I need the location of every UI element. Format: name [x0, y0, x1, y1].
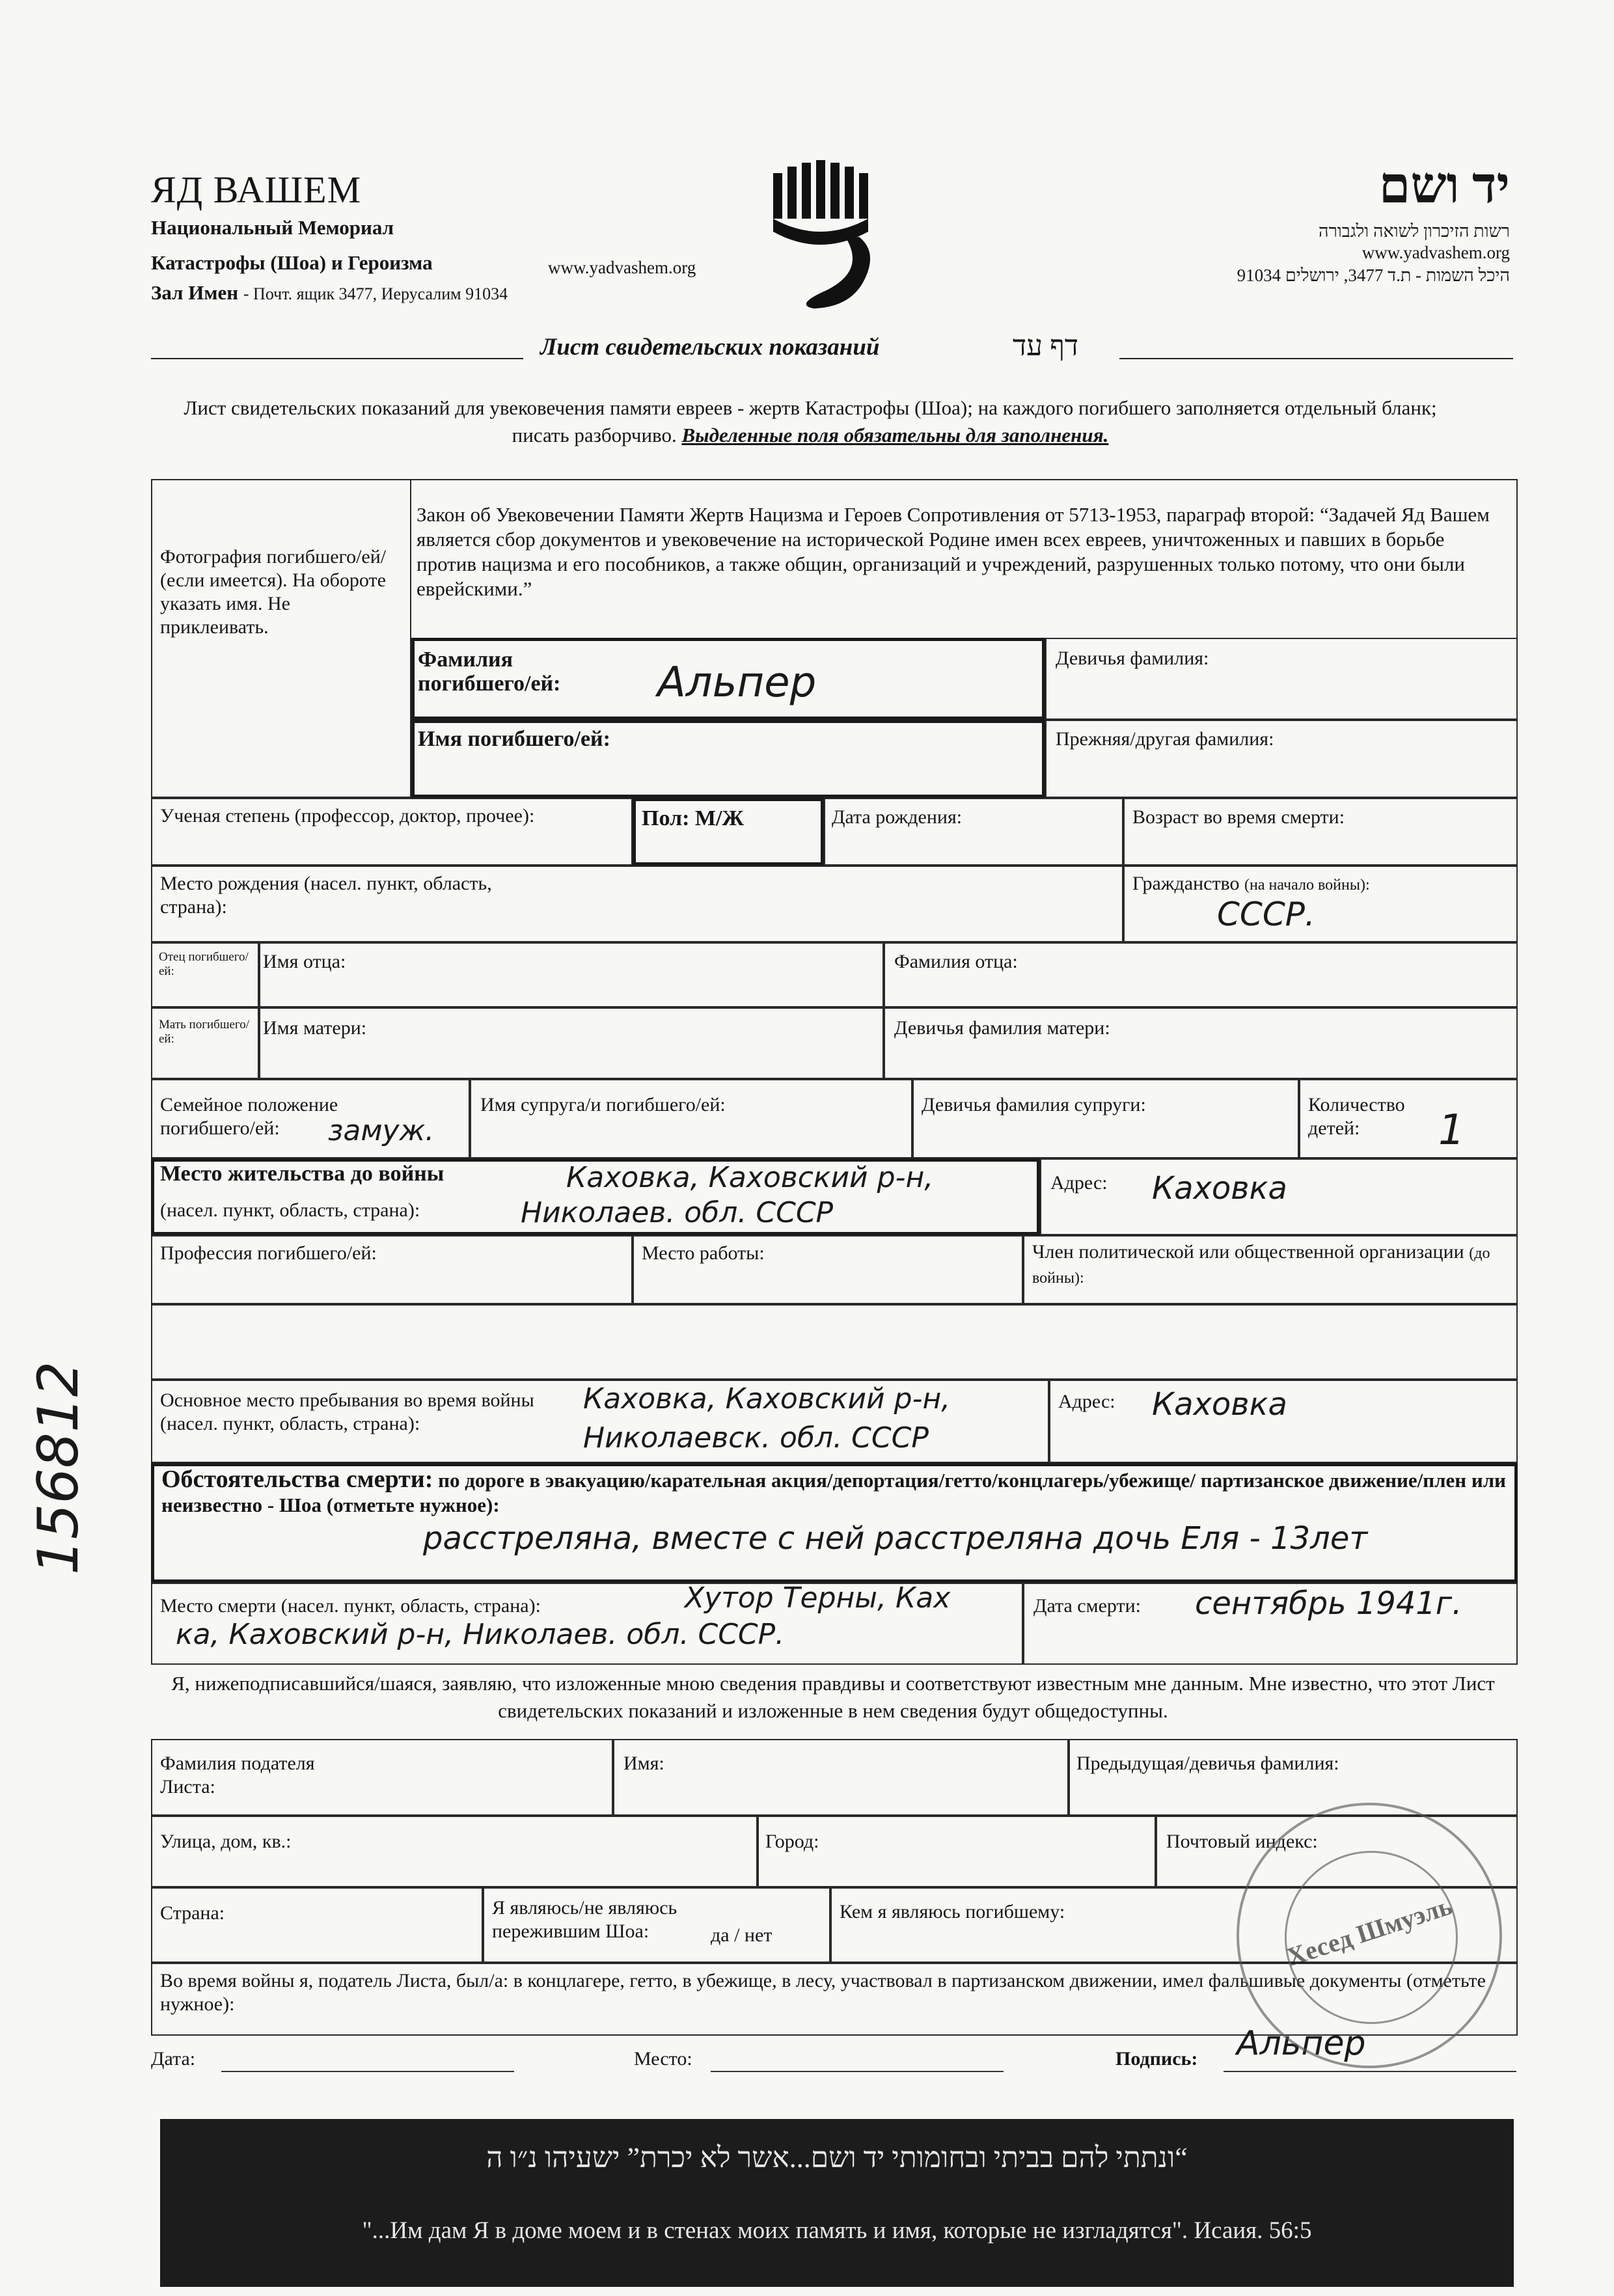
footer-quote-he: “ונתתי להם בביתי ובחומותי יד ושם...אשר לא יכרת” ישעיהו נ״ו ה [486, 2142, 1188, 2174]
mother-maiden-label: Девичья фамилия матери: [894, 1017, 1110, 1039]
city-label: Город: [765, 1831, 819, 1852]
mother-name-label: Имя матери: [263, 1017, 367, 1039]
profession-label: Профессия погибшего/ей: [160, 1242, 377, 1264]
marital-value: замуж. [328, 1114, 435, 1147]
death-date-value: сентябрь 1941г. [1195, 1585, 1462, 1622]
submitter-name-label: Имя: [623, 1753, 664, 1774]
war-address-label: Адрес: [1058, 1391, 1115, 1412]
title-rule-right [1119, 358, 1513, 359]
blank-row [151, 1304, 1518, 1380]
address-label: Адрес: [1050, 1172, 1108, 1194]
hall-of-names-line [151, 281, 508, 305]
signature-line[interactable] [1224, 2071, 1516, 2072]
submitter-prev-label: Предыдущая/девичья фамилия: [1076, 1753, 1339, 1774]
maiden-label: Девичья фамилия: [1056, 648, 1209, 669]
yad-vashem-logo-icon [768, 160, 879, 310]
submitter-name-field[interactable] [613, 1739, 1069, 1816]
age-label: Возраст во время смерти: [1132, 806, 1345, 828]
degree-label: Ученая степень (профессор, доктор, прочее): [160, 805, 535, 827]
footer-band [160, 2119, 1514, 2287]
hall-address: - Почт. ящик 3477, Иерусалим 91034 [243, 284, 508, 303]
birth-place-label: Место рождения (насел. пункт, область, страна): [160, 873, 492, 918]
children-label: Количество детей: [1308, 1094, 1405, 1139]
father-name-label: Имя отца: [263, 951, 346, 972]
submitter-surname-label: Фамилия подателя Листа: [160, 1753, 315, 1797]
org-title-ru: ЯД ВАШЕМ [151, 169, 362, 211]
membership-note: (до войны): [1032, 1245, 1490, 1287]
organization-stamp [1237, 1803, 1502, 2068]
org-title-he: יד ושם [1378, 157, 1510, 213]
prev-surname-label: Прежняя/другая фамилия: [1056, 728, 1274, 750]
mother-side: Мать погибшего/ ей: [159, 1018, 250, 1046]
survivor-label: Я являюсь/не являюсь пережившим Шоа: [492, 1897, 677, 1942]
residence-label: Место жительства до войны [160, 1162, 445, 1186]
sex-label: Пол: М/Ж [642, 806, 745, 830]
margin-number: 156812 [26, 1361, 91, 1575]
war-place-value-2: Николаевск. обл. СССР [583, 1421, 929, 1455]
date-line[interactable] [221, 2071, 514, 2072]
name-label: Имя погибшего/ей: [418, 727, 610, 751]
war-address-value: Каховка [1152, 1386, 1287, 1423]
intro-body: Лист свидетельских показаний для увековечения памяти евреев - жертв Катастрофы (Шоа); на каждого погибшего заполняется отдельный бланк; писать разборчиво. [184, 396, 1437, 446]
citizenship-value: СССР. [1217, 895, 1315, 933]
stamp-text: Хесед Шмуэль [1283, 1891, 1456, 1972]
place-label: Место: [634, 2048, 692, 2070]
surname-value: Альпер [657, 659, 817, 707]
title-rule-left [151, 358, 523, 359]
place-line[interactable] [711, 2071, 1004, 2072]
hall-label: Зал Имен [151, 281, 239, 304]
spouse-maiden-field[interactable] [912, 1079, 1299, 1158]
address-value: Каховка [1152, 1170, 1287, 1207]
father-side: Отец погибшего/ ей: [159, 950, 249, 978]
catastrophe-title-ru: Катастрофы (Шоа) и Героизма [151, 251, 433, 274]
intro-text [163, 394, 1458, 449]
death-place-value-2: ка, Каховский р-н, Николаев. обл. СССР. [176, 1618, 785, 1651]
law-text: Закон об Увековечении Памяти Жертв Нацизма и Героев Сопротивления от 5713-1953, параграф второй: “Задачей Яд Вашем является сбор документов и увековечение на исторической Родине имен всех евреев, уничтоженных и павших в борьбе против нацизма и его пособников, а также общин, организаций и учреждений, разрушенных только потому, что они были еврейскими.” [417, 503, 1490, 600]
death-place-label: Место смерти (насел. пункт, область, страна): [160, 1595, 541, 1617]
marital-label: Семейное положение погибшего/ей: [160, 1094, 338, 1139]
death-circ-block [161, 1467, 1509, 1518]
address-he: היכל השמות - ת.ד 3477, ירושלים 91034 [1237, 266, 1510, 285]
citizenship-note: (на начало войны): [1244, 877, 1370, 894]
residence-value-1: Каховка, Каховский р-н, [566, 1161, 934, 1194]
death-circ-label: Обстоятельства смерти: [161, 1466, 433, 1493]
date-label: Дата: [151, 2048, 196, 2070]
membership-label: Член политической или общественной организации [1032, 1241, 1464, 1263]
death-circ-options: по дороге в эвакуацию/карательная акция/депортация/гетто/концлагерь/убежище/ партизанское движение/плен или неизвестно - Шоа (отметьте нужное): [161, 1469, 1506, 1516]
death-date-label: Дата смерти: [1033, 1595, 1142, 1617]
children-value: 1 [1438, 1106, 1465, 1155]
citizenship-label-line [1132, 872, 1370, 895]
citizenship-label: Гражданство [1132, 873, 1240, 894]
war-place-label: Основное место пребывания во время войны (насел. пункт, область, страна): [160, 1389, 534, 1434]
photo-note: Фотография погибшего/ей/ (если имеется). На обороте указать имя. Не приклеивать. [160, 546, 387, 638]
footer-quote-ru: "...Им дам Я в доме моем и в стенах моих память и имя, которые не изгладятся". Исаия. 56:5 [362, 2217, 1312, 2244]
residence-value-2: Николаев. обл. СССР [521, 1196, 834, 1229]
residence-sub: (насел. пункт, область, страна): [160, 1199, 420, 1221]
war-place-value-1: Каховка, Каховский р-н, [583, 1382, 951, 1415]
membership-label-block [1032, 1240, 1514, 1290]
declaration-text: Я, нижеподписавшийся/шаяся, заявляю, что изложенные мною сведения правдивы и соответствуют известным мне данным. Мне известно, что этот Лист свидетельских показаний и изложенные в нем сведения будут общедоступны. [171, 1672, 1495, 1722]
website-ru: www.yadvashem.org [548, 258, 696, 277]
wartime-label: Во время войны я, податель Листа, был/а: в концлагере, гетто, в убежище, в лесу, участвовал в партизанском движении, имел фальшивые документы (отметьте нужное): [160, 1970, 1486, 2015]
signature-value: Альпер [1237, 2024, 1366, 2063]
workplace-label: Место работы: [642, 1242, 765, 1264]
survivor-options[interactable]: да / нет [711, 1924, 773, 1946]
country-label: Страна: [160, 1902, 225, 1924]
birth-date-label: Дата рождения: [832, 806, 963, 828]
sheet-title: Лист свидетельских показаний [540, 334, 880, 361]
memorial-title-ru: Национальный Мемориал [151, 216, 394, 239]
father-surname-label: Фамилия отца: [894, 951, 1018, 972]
father-name-field[interactable] [259, 942, 884, 1007]
spouse-name-label: Имя супруга/и погибшего/ей: [480, 1094, 726, 1115]
website-he: www.yadvashem.org [1361, 243, 1510, 262]
death-place-value-1: Хутор Терны, Ках [685, 1581, 951, 1615]
authority-he: רשות הזיכרון לשואה ולגבורה [1319, 221, 1510, 241]
sheet-title-he: דף עד [1013, 330, 1079, 362]
zip-label: Почтовый индекс: [1166, 1831, 1318, 1852]
spouse-name-field[interactable] [470, 1079, 912, 1158]
death-circ-value: расстреляна, вместе с ней расстреляна дочь Еля - 13лет [423, 1520, 1368, 1557]
country-field[interactable] [151, 1887, 483, 1963]
relation-label: Кем я являюсь погибшему: [840, 1901, 1065, 1922]
required-note: Выделенные поля обязательны для заполнения. [681, 424, 1109, 446]
spouse-maiden-label: Девичья фамилия супруги: [922, 1094, 1146, 1115]
submitter-prev-field[interactable] [1069, 1739, 1518, 1816]
street-label: Улица, дом, кв.: [160, 1831, 292, 1852]
signature-label: Подпись: [1115, 2048, 1198, 2070]
surname-label: Фамилия погибшего/ей: [418, 648, 561, 696]
